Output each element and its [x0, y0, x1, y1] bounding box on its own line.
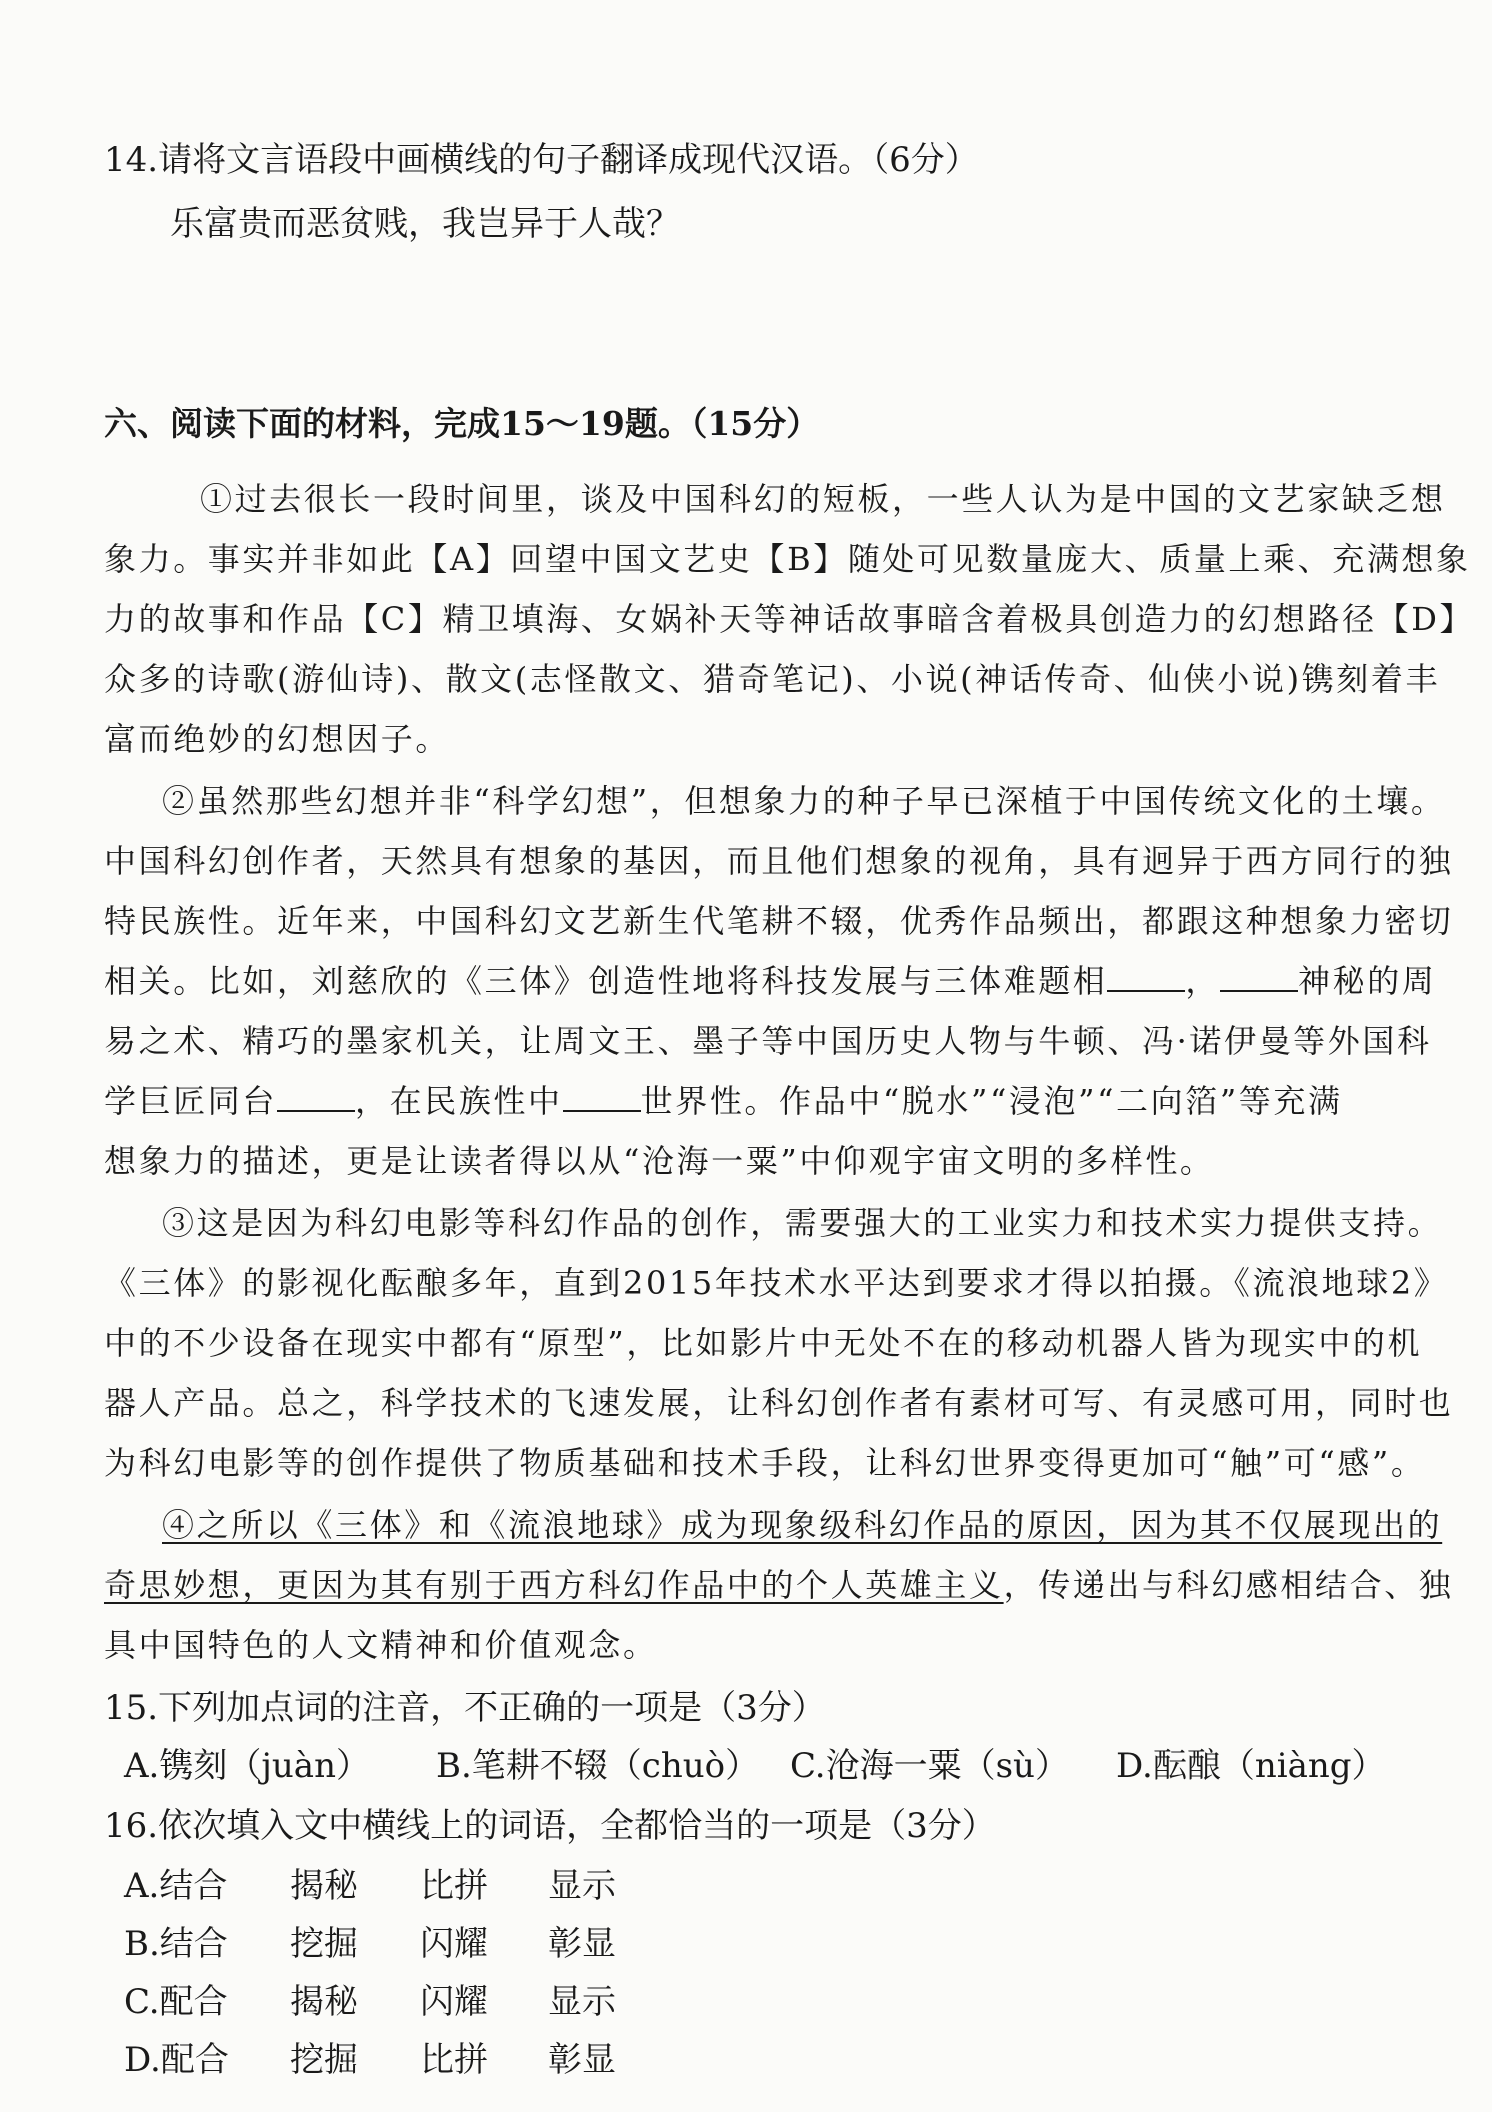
- passage-p1-line: ①过去很长一段时间里，谈及中国科幻的短板，一些人认为是中国的文艺家缺乏想: [200, 480, 1446, 518]
- passage-p2-line: 易之术、精巧的墨家机关，让周文王、墨子等中国历史人物与牛顿、冯·诺伊曼等外国科: [104, 1022, 1432, 1060]
- option-word: 比拼: [420, 1866, 488, 1906]
- passage-text: 相关。比如，刘慈欣的《三体》创造性地将科技发展与三体难题相: [104, 962, 1108, 1000]
- option-word: 比拼: [420, 2040, 488, 2080]
- passage-text: ，传递出与科幻感相结合、独: [1003, 1566, 1454, 1604]
- passage-p2-line: 想象力的描述，更是让读者得以从“沧海一粟”中仰观宇宙文明的多样性。: [104, 1142, 1215, 1180]
- passage-text: ，在民族性中: [355, 1082, 563, 1120]
- passage-p3-line: 《三体》的影视化酝酿多年，直到2015年技术水平达到要求才得以拍摄。《流浪地球2》: [104, 1264, 1449, 1302]
- option-word: 揭秘: [290, 1866, 358, 1906]
- fill-blank-2[interactable]: [1220, 989, 1298, 992]
- passage-p1-line: 富而绝妙的幻想因子。: [104, 720, 451, 758]
- q15-title: 15.下列加点词的注音，不正确的一项是（3分）: [104, 1688, 826, 1728]
- q16-option-a[interactable]: [124, 1858, 616, 1907]
- fill-blank-4[interactable]: [563, 1109, 641, 1112]
- q16-option-d[interactable]: [124, 2032, 616, 2081]
- passage-p2-line: [104, 1076, 1343, 1122]
- passage-p4-line: [104, 1560, 1453, 1606]
- q15-option-c[interactable]: C.沧海一粟（sù）: [790, 1746, 1069, 1786]
- option-word: 彰显: [548, 1924, 616, 1964]
- passage-p1-line: 象力。事实并非如此【A】回望中国文艺史【B】随处可见数量庞大、质量上乘、充满想象: [104, 540, 1471, 578]
- option-label: B.结合: [124, 1924, 228, 1964]
- section-6-title: 六、阅读下面的材料，完成15～19题。（15分）: [104, 404, 820, 443]
- q14-sentence: 乐富贵而恶贫贱，我岂异于人哉？: [170, 204, 680, 244]
- passage-text: 学巨匠同台: [104, 1082, 278, 1120]
- q16-option-b[interactable]: [124, 1916, 616, 1965]
- option-word: 挖掘: [290, 2040, 358, 2080]
- passage-p3-line: ③这是因为科幻电影等科幻作品的创作，需要强大的工业实力和技术实力提供支持。: [162, 1204, 1443, 1242]
- option-label: A.结合: [124, 1866, 228, 1906]
- q15-option-d[interactable]: D.酝酿（niàng）: [1116, 1746, 1386, 1786]
- passage-underlined-text: 奇思妙想，更因为其有别于西方科幻作品中的个人英雄主义: [104, 1566, 1004, 1604]
- q16-title: 16.依次填入文中横线上的词语，全都恰当的一项是（3分）: [104, 1806, 996, 1846]
- option-word: 显示: [548, 1866, 616, 1906]
- passage-p3-line: 中的不少设备在现实中都有“原型”，比如影片中无处不在的移动机器人皆为现实中的机: [104, 1324, 1423, 1362]
- passage-p4-line: 具中国特色的人文精神和价值观念。: [104, 1626, 658, 1664]
- fill-blank-3[interactable]: [277, 1109, 355, 1112]
- option-word: 挖掘: [290, 1924, 358, 1964]
- passage-p2-line: [104, 956, 1436, 1002]
- q15-option-a[interactable]: A.镌刻（juàn）: [124, 1746, 370, 1786]
- q14-title: 14.请将文言语段中画横线的句子翻译成现代汉语。（6分）: [104, 140, 979, 180]
- option-label: C.配合: [124, 1982, 228, 2022]
- passage-p3-line: 器人产品。总之，科学技术的飞速发展，让科幻创作者有素材可写、有灵感可用，同时也: [104, 1384, 1454, 1422]
- passage-p3-line: 为科幻电影等的创作提供了物质基础和技术手段，让科幻世界变得更加可“触”可“感”。: [104, 1444, 1426, 1482]
- passage-p4-underlined-line: ④之所以《三体》和《流浪地球》成为现象级科幻作品的原因，因为其不仅展现出的: [162, 1506, 1443, 1544]
- option-label: D.配合: [124, 2040, 229, 2080]
- q16-option-c[interactable]: [124, 1974, 616, 2023]
- passage-text: 世界性。作品中“脱水”“浸泡”“二向箔”等充满: [640, 1082, 1343, 1120]
- option-word: 显示: [548, 1982, 616, 2022]
- q15-option-b[interactable]: B.笔耕不辍（chuò）: [436, 1746, 760, 1786]
- fill-blank-1[interactable]: [1107, 989, 1185, 992]
- passage-p2-line: 特民族性。近年来，中国科幻文艺新生代笔耕不辍，优秀作品频出，都跟这种想象力密切: [104, 902, 1454, 940]
- passage-p1-line: 力的故事和作品【C】精卫填海、女娲补天等神话故事暗含着极具创造力的幻想路径【D】: [104, 600, 1475, 638]
- passage-p2-line: 中国科幻创作者，天然具有想象的基因，而且他们想象的视角，具有迥异于西方同行的独: [104, 842, 1454, 880]
- option-word: 闪耀: [420, 1924, 488, 1964]
- passage-p2-line: ②虽然那些幻想并非“科学幻想”，但想象力的种子早已深植于中国传统文化的土壤。: [162, 782, 1446, 820]
- passage-text: 神秘的周: [1298, 962, 1437, 1000]
- option-word: 揭秘: [290, 1982, 358, 2022]
- option-word: 彰显: [548, 2040, 616, 2080]
- passage-text: ，: [1185, 962, 1221, 1000]
- passage-p1-line: 众多的诗歌(游仙诗)、散文(志怪散文、猎奇笔记)、小说(神话传奇、仙侠小说)镌刻着丰: [104, 660, 1441, 698]
- option-word: 闪耀: [420, 1982, 488, 2022]
